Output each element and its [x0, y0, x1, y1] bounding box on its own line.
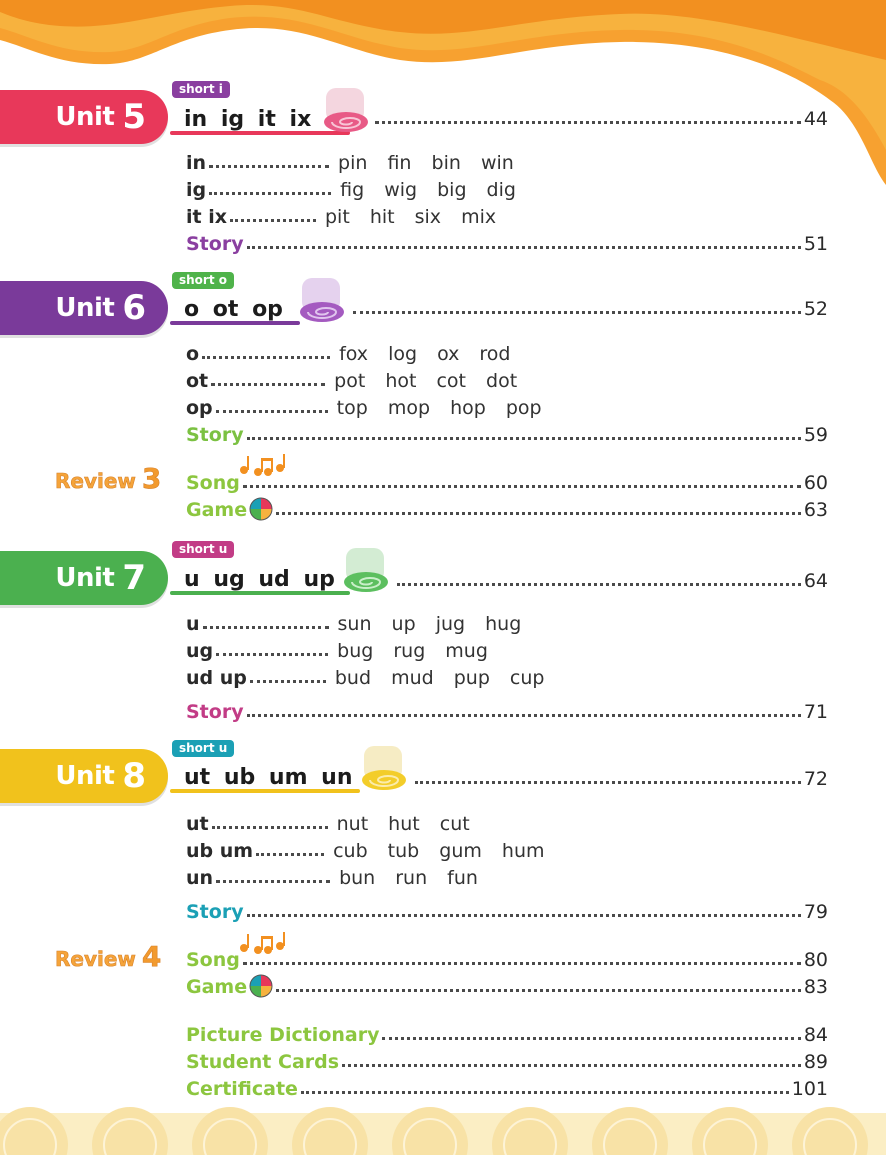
song-label: Song — [186, 949, 240, 971]
review-number: 3 — [141, 462, 162, 495]
sound-list: u ug ud up — [184, 566, 335, 592]
unit-title — [0, 749, 168, 803]
toc-entry-page[interactable] — [350, 296, 828, 320]
toc-song-entry[interactable] — [186, 947, 828, 971]
toc-story-entry[interactable] — [186, 899, 828, 923]
toc-sub-entry[interactable] — [186, 368, 828, 392]
toc-story-entry[interactable] — [186, 422, 828, 446]
unit-word: Unit — [55, 761, 115, 791]
unit-number: 5 — [122, 97, 146, 137]
dot-leader — [247, 246, 801, 249]
page-number: 52 — [803, 298, 828, 320]
page-number: 44 — [803, 108, 828, 130]
word-list: bun run fun — [339, 867, 478, 889]
review-title — [55, 940, 161, 973]
spiral-scroll-icon — [296, 274, 348, 326]
sound-label: ot — [186, 370, 209, 392]
dot-leader — [243, 485, 801, 488]
sound-label: ut — [186, 813, 209, 835]
song-label: Song — [186, 472, 240, 494]
word-list: sun up jug hug — [337, 613, 522, 635]
dot-leader — [276, 989, 801, 992]
sound-underline — [170, 591, 350, 595]
extra-label: Student Cards — [186, 1051, 340, 1073]
page-number: 83 — [803, 976, 828, 998]
sound-label: un — [186, 867, 214, 889]
page-number: 72 — [803, 768, 828, 790]
word-list: pot hot cot dot — [334, 370, 518, 392]
word-list: top mop hop pop — [336, 397, 542, 419]
dot-leader — [211, 383, 325, 386]
unit-word: Unit — [55, 293, 115, 323]
dot-leader — [276, 512, 801, 515]
toc-extra-entry[interactable] — [186, 1049, 828, 1073]
toc-sub-entry[interactable] — [186, 395, 828, 419]
toc-sub-entry[interactable] — [186, 665, 828, 689]
review-word: Review — [55, 469, 136, 493]
sound-underline — [170, 789, 360, 793]
short-vowel-tag: short u — [172, 740, 234, 757]
review-word: Review — [55, 947, 136, 971]
page-number: 101 — [791, 1078, 828, 1100]
toc-song-entry[interactable] — [186, 470, 828, 494]
dot-leader — [342, 1064, 801, 1067]
sound-list: in ig it ix — [184, 106, 312, 132]
unit-number: 8 — [122, 756, 146, 796]
short-vowel-tag: short u — [172, 541, 234, 558]
page-number: 64 — [803, 570, 828, 592]
dot-leader — [216, 410, 328, 413]
dot-leader — [230, 219, 316, 222]
word-list: pin fin bin win — [338, 152, 514, 174]
game-label: Game — [186, 499, 248, 521]
toc-sub-entry[interactable] — [186, 150, 828, 174]
word-list: bud mud pup cup — [334, 667, 545, 689]
page-number: 89 — [803, 1051, 828, 1073]
toc-story-entry[interactable] — [186, 699, 828, 723]
sound-list: ut ub um un — [184, 764, 353, 790]
sound-label: ud up — [186, 667, 247, 689]
spiral-scroll-icon — [320, 84, 372, 136]
toc-entry-page[interactable] — [372, 106, 828, 130]
dot-leader — [209, 165, 329, 168]
spiral-scroll-icon — [340, 544, 392, 596]
sound-list: o ot op — [184, 296, 283, 322]
page-number: 51 — [803, 233, 828, 255]
page-number: 80 — [803, 949, 828, 971]
unit-word: Unit — [55, 563, 115, 593]
word-list: pit hit six mix — [324, 206, 497, 228]
dot-leader — [247, 437, 801, 440]
unit-word: Unit — [55, 102, 115, 132]
dot-leader — [250, 680, 326, 683]
page-number: 63 — [803, 499, 828, 521]
dot-leader — [415, 781, 801, 784]
dot-leader — [216, 880, 330, 883]
word-list: cub tub gum hum — [333, 840, 545, 862]
sound-label: u — [186, 613, 200, 635]
story-label: Story — [186, 701, 244, 723]
sound-label: ub um — [186, 840, 254, 862]
toc-sub-entry[interactable] — [186, 811, 828, 835]
page-number: 60 — [803, 472, 828, 494]
page-number: 79 — [803, 901, 828, 923]
toc-game-entry[interactable] — [186, 974, 828, 998]
sound-label: ig — [186, 179, 207, 201]
toc-sub-entry[interactable] — [186, 177, 828, 201]
dot-leader — [243, 962, 801, 965]
word-list: nut hut cut — [336, 813, 470, 835]
toc-sub-entry[interactable] — [186, 204, 828, 228]
toc-sub-entry[interactable] — [186, 865, 828, 889]
dot-leader — [203, 626, 329, 629]
unit-title — [0, 90, 168, 144]
word-list: bug rug mug — [337, 640, 488, 662]
spiral-scroll-icon — [358, 742, 410, 794]
toc-sub-entry[interactable] — [186, 611, 828, 635]
sound-underline — [170, 321, 300, 325]
game-wheel-icon — [249, 974, 273, 998]
toc-game-entry[interactable] — [186, 497, 828, 521]
unit-title — [0, 551, 168, 605]
sound-label: it ix — [186, 206, 227, 228]
toc-story-entry[interactable] — [186, 231, 828, 255]
dot-leader — [301, 1091, 789, 1094]
dot-leader — [209, 192, 331, 195]
wave-pattern-decoration — [0, 1095, 886, 1155]
review-number: 4 — [141, 940, 162, 973]
unit-title — [0, 281, 168, 335]
word-list: fox log ox rod — [339, 343, 511, 365]
review-title — [55, 462, 161, 495]
sound-label: op — [186, 397, 213, 419]
sound-label: in — [186, 152, 207, 174]
story-label: Story — [186, 424, 244, 446]
dot-leader — [353, 311, 801, 314]
dot-leader — [375, 121, 801, 124]
dot-leader — [212, 826, 328, 829]
sound-label: ug — [186, 640, 214, 662]
short-vowel-tag: short o — [172, 272, 234, 289]
sound-label: o — [186, 343, 200, 365]
dot-leader — [247, 914, 801, 917]
unit-number: 6 — [122, 288, 146, 328]
dot-leader — [382, 1037, 800, 1040]
extra-label: Certificate — [186, 1078, 298, 1100]
dot-leader — [247, 714, 801, 717]
game-label: Game — [186, 976, 248, 998]
dot-leader — [256, 853, 324, 856]
toc-sub-entry[interactable] — [186, 838, 828, 862]
dot-leader — [216, 653, 328, 656]
story-label: Story — [186, 901, 244, 923]
dot-leader — [202, 356, 330, 359]
story-label: Story — [186, 233, 244, 255]
unit-number: 7 — [122, 558, 146, 598]
word-list: fig wig big dig — [340, 179, 516, 201]
short-vowel-tag: short i — [172, 81, 230, 98]
page-number: 59 — [803, 424, 828, 446]
toc-entry-page[interactable] — [412, 766, 828, 790]
toc-sub-entry[interactable] — [186, 341, 828, 365]
game-wheel-icon — [249, 497, 273, 521]
toc-extra-entry[interactable] — [186, 1022, 828, 1046]
page-number: 84 — [803, 1024, 828, 1046]
toc-entry-page[interactable] — [394, 568, 828, 592]
extra-label: Picture Dictionary — [186, 1024, 380, 1046]
page-number: 71 — [803, 701, 828, 723]
toc-sub-entry[interactable] — [186, 638, 828, 662]
dot-leader — [397, 583, 801, 586]
